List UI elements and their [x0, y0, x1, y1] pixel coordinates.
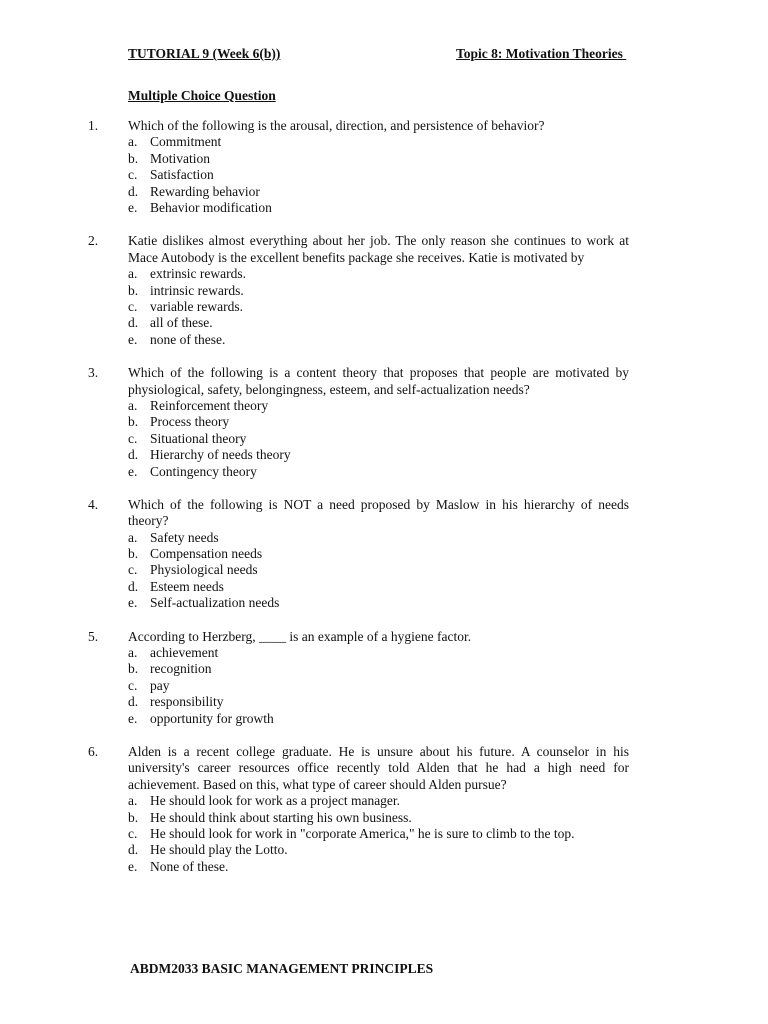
option-text: Hierarchy of needs theory [150, 447, 291, 463]
tutorial-heading: TUTORIAL 9 (Week 6(b)) [128, 46, 281, 61]
option-letter: e. [128, 858, 138, 874]
answer-option [128, 793, 768, 809]
option-text: all of these. [150, 315, 213, 331]
option-text: None of these. [150, 858, 229, 874]
option-text: Esteem needs [150, 578, 224, 594]
option-letter: c. [128, 298, 138, 314]
answer-option [128, 266, 768, 282]
answer-option [128, 694, 768, 710]
answer-option [128, 299, 768, 315]
question-text: Which of the following is NOT a need proposed by Maslow in his hierarchy of needs theory? [128, 496, 629, 529]
option-text: He should look for work in "corporate America," he is sure to climb to the top. [150, 826, 575, 842]
option-text: intrinsic rewards. [150, 282, 244, 298]
option-letter: c. [128, 677, 138, 693]
question-number: 6. [88, 744, 99, 760]
question-item [0, 744, 768, 875]
answer-option [128, 562, 768, 578]
answer-option [128, 167, 768, 183]
topic-heading: Topic 8: Motivation Theories [456, 46, 627, 61]
option-letter: b. [128, 282, 139, 298]
answer-option [128, 398, 768, 414]
option-letter: d. [128, 447, 139, 463]
option-letter: a. [128, 134, 138, 150]
option-text: Process theory [150, 414, 230, 430]
option-letter: a. [128, 266, 138, 282]
option-letter: d. [128, 694, 139, 710]
option-text: achievement [150, 645, 219, 661]
answer-option [128, 842, 768, 858]
option-letter: c. [128, 430, 138, 446]
answer-option [128, 447, 768, 463]
question-number: 3. [88, 365, 99, 381]
answer-option [128, 810, 768, 826]
option-letter: d. [128, 578, 139, 594]
answer-option [128, 283, 768, 299]
option-text: recognition [150, 661, 212, 677]
answer-option [128, 315, 768, 331]
option-text: Satisfaction [150, 167, 214, 183]
answer-option [128, 431, 768, 447]
question-text: Katie dislikes almost everything about her job. The only reason she continues to work at Mace Autobody is the excellent benefits package she receives. Katie is motivated by [128, 233, 629, 265]
option-letter: b. [128, 414, 139, 430]
option-text: variable rewards. [150, 298, 243, 314]
question-number: 4. [88, 496, 99, 512]
page-header [128, 46, 630, 66]
answer-option [128, 464, 768, 480]
option-letter: d. [128, 315, 139, 331]
question-number: 1. [88, 118, 99, 133]
option-text: extrinsic rewards. [150, 266, 246, 282]
question-item [0, 629, 768, 727]
option-text: Contingency theory [150, 463, 257, 479]
option-text: Commitment [150, 134, 222, 150]
option-text: Physiological needs [150, 562, 258, 578]
option-letter: a. [128, 645, 138, 661]
option-text: Rewarding behavior [150, 183, 260, 199]
answer-option [128, 414, 768, 430]
option-text: Safety needs [150, 529, 219, 545]
option-text: He should look for work as a project manager. [150, 793, 401, 809]
answer-option [128, 546, 768, 562]
option-text: Reinforcement theory [150, 397, 269, 413]
option-text: He should think about starting his own business. [150, 809, 412, 825]
option-letter: c. [128, 562, 138, 578]
option-letter: b. [128, 546, 139, 562]
option-letter: b. [128, 809, 139, 825]
question-number: 5. [88, 628, 99, 644]
answer-option [128, 678, 768, 694]
answer-option [128, 530, 768, 546]
answer-option [128, 332, 768, 348]
option-text: Self-actualization needs [150, 595, 280, 611]
option-text: none of these. [150, 331, 226, 347]
option-list [0, 398, 768, 480]
option-text: Behavior modification [150, 199, 272, 215]
option-text: Situational theory [150, 430, 247, 446]
option-letter: d. [128, 183, 139, 199]
answer-option [128, 151, 768, 167]
option-letter: e. [128, 199, 138, 215]
option-list [0, 134, 768, 216]
option-list [0, 266, 768, 348]
question-item [0, 118, 768, 216]
option-letter: e. [128, 463, 138, 479]
question-list [0, 118, 768, 892]
option-text: Compensation needs [150, 546, 263, 562]
answer-option [128, 134, 768, 150]
answer-option [128, 595, 768, 611]
question-item [0, 497, 768, 612]
option-letter: a. [128, 529, 138, 545]
option-letter: a. [128, 397, 138, 413]
answer-option [128, 200, 768, 216]
option-letter: c. [128, 167, 138, 183]
option-letter: b. [128, 661, 139, 677]
option-letter: d. [128, 842, 139, 858]
option-text: He should play the Lotto. [150, 842, 288, 858]
question-number: 2. [88, 233, 99, 249]
answer-option [128, 184, 768, 200]
option-list [0, 645, 768, 727]
answer-option [128, 826, 768, 842]
option-letter: e. [128, 595, 138, 611]
option-list [0, 530, 768, 612]
option-letter: e. [128, 331, 138, 347]
option-letter: c. [128, 826, 138, 842]
option-letter: b. [128, 150, 139, 166]
option-list [0, 793, 768, 875]
question-text: Alden is a recent college graduate. He is unsure about his future. A counselor in his university's career resources office recently told Alden that he had a high need for achievement. Based on this, what type of career should Alden pursue? [128, 744, 629, 792]
page-footer: ABDM2033 BASIC MANAGEMENT PRINCIPLES [130, 961, 434, 976]
answer-option [128, 645, 768, 661]
answer-option [128, 579, 768, 595]
option-letter: a. [128, 793, 138, 809]
question-text: Which of the following is a content theory that proposes that people are motivated by physiological, safety, belongingness, esteem, and self-actualization needs? [128, 365, 629, 397]
answer-option [128, 711, 768, 727]
option-text: pay [150, 677, 170, 693]
question-item [0, 233, 768, 348]
question-item [0, 365, 768, 480]
option-text: responsibility [150, 694, 224, 710]
answer-option [128, 859, 768, 875]
question-text: Which of the following is the arousal, direction, and persistence of behavior? [128, 118, 545, 133]
option-text: opportunity for growth [150, 710, 274, 726]
question-text: According to Herzberg, ____ is an example of a hygiene factor. [128, 628, 472, 644]
section-title: Multiple Choice Question [128, 88, 276, 103]
answer-option [128, 661, 768, 677]
option-text: Motivation [150, 150, 210, 166]
option-letter: e. [128, 710, 138, 726]
